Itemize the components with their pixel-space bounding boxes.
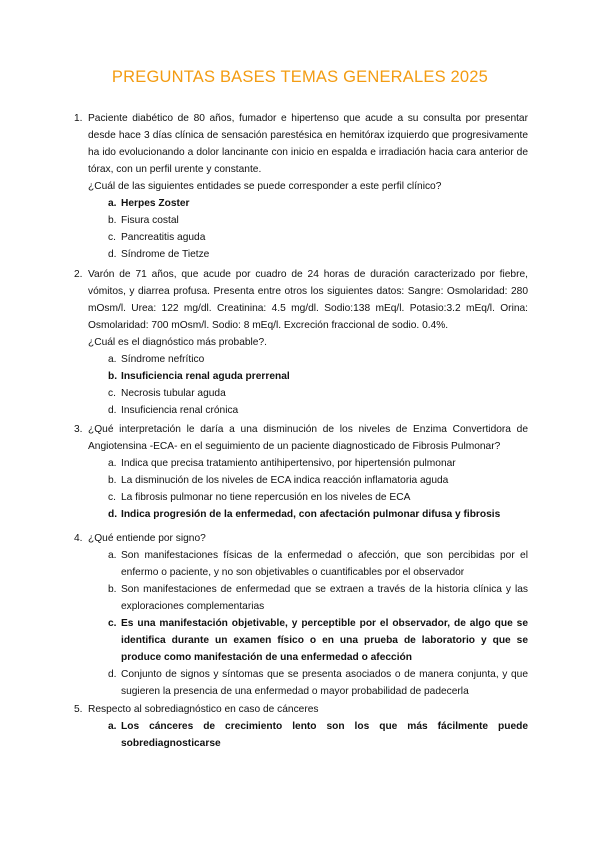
option-a: a. Herpes Zoster: [108, 198, 190, 209]
question-stem: Varón de 71 años, que acude por cuadro de 24 horas de duración caracterizado por fiebre, vómitos, y diarrea profusa. Presenta entre otros los siguientes datos: Sangre: Osmolaridad: 280 mOsm/l. Urea: 122 mg/dl. Creatinina: 4.5 mg/dl. Sodio:138 mEq/l. Potasio:3.2 mEq/l. Orina: Osmolaridad: 700 mOsm/l. Sodio: 8 mEq/l. Excreción fraccional de sodio. 0.4%.: [88, 269, 528, 331]
question-2: [74, 266, 528, 419]
option-d: d. Síndrome de Tietze: [108, 249, 210, 260]
question-stem: Paciente diabético de 80 años, fumador e hipertenso que acude a su consulta por presentar desde hace 3 días clínica de sensación parestésica en hemitórax izquierdo que progresivamente ha ido evolucionando a dolor lancinante con inicio en espalda e irradiación hacia cara anterior de tórax, con un perfil urente y constante.: [88, 113, 528, 175]
question-number: 5.: [74, 704, 83, 715]
question-number: 2.: [74, 269, 83, 280]
option-d: d. Insuficiencia renal crónica: [108, 405, 239, 416]
option-c: c. Es una manifestación objetivable, y perceptible por el observador, de algo que se identifica durante un examen físico o en una prueba de laboratorio y que se produce como manifestación de una enfermedad o afección: [108, 618, 528, 663]
page-title: PREGUNTAS BASES TEMAS GENERALES 2025: [111, 68, 489, 86]
option-list: [88, 718, 528, 752]
question-number: 1.: [74, 113, 83, 124]
option-c: c. Pancreatitis aguda: [108, 232, 206, 243]
question-stem: ¿Qué interpretación le daría a una disminución de los niveles de Enzima Convertidora de Angiotensina -ECA- en el seguimiento de un paciente diagnosticado de Fibrosis Pulmonar?: [88, 424, 528, 452]
option-list: [88, 455, 528, 523]
question-stem: ¿Qué entiende por signo?: [88, 533, 206, 544]
question-stem: Respecto al sobrediagnóstico en caso de cánceres: [88, 704, 319, 715]
question-4: [74, 530, 528, 700]
option-c: c. La fibrosis pulmonar no tiene repercusión en los niveles de ECA: [108, 492, 411, 503]
option-b: b. Son manifestaciones de enfermedad que se extraen a través de la historia clínica y las exploraciones complementarias: [108, 584, 528, 612]
option-list: [88, 351, 528, 419]
question-5: [74, 701, 528, 752]
option-list: [88, 547, 528, 700]
option-a: a. Son manifestaciones físicas de la enfermedad o afección, que son percibidas por el enfermo o paciente, y no son objetivables o cuantificables por el observador: [108, 550, 528, 578]
option-c: c. Necrosis tubular aguda: [108, 388, 226, 399]
option-a: a. Los cánceres de crecimiento lento son los que más fácilmente puede sobrediagnosticarse: [108, 721, 528, 749]
option-d: d. Indica progresión de la enfermedad, con afectación pulmonar difusa y fibrosis: [108, 509, 501, 520]
option-a: a. Síndrome nefrítico: [108, 354, 205, 365]
question-3: [74, 421, 528, 523]
option-a: a. Indica que precisa tratamiento antihipertensivo, por hipertensión pulmonar: [108, 458, 456, 469]
question-number: 3.: [74, 424, 83, 435]
question-prompt: ¿Cuál de las siguientes entidades se puede corresponder a este perfil clínico?: [88, 181, 442, 192]
option-b: b. Fisura costal: [108, 215, 179, 226]
question-prompt: ¿Cuál es el diagnóstico más probable?.: [88, 337, 267, 348]
option-list: [88, 195, 528, 263]
question-1: [74, 110, 528, 263]
option-b: b. La disminución de los niveles de ECA indica reacción inflamatoria aguda: [108, 475, 449, 486]
question-number: 4.: [74, 533, 83, 544]
option-b: b. Insuficiencia renal aguda prerrenal: [108, 371, 290, 382]
option-d: d. Conjunto de signos y síntomas que se presenta asociados o de manera conjunta, y que sugieren la presencia de una enfermedad o mayor probabilidad de padecerla: [108, 669, 528, 697]
